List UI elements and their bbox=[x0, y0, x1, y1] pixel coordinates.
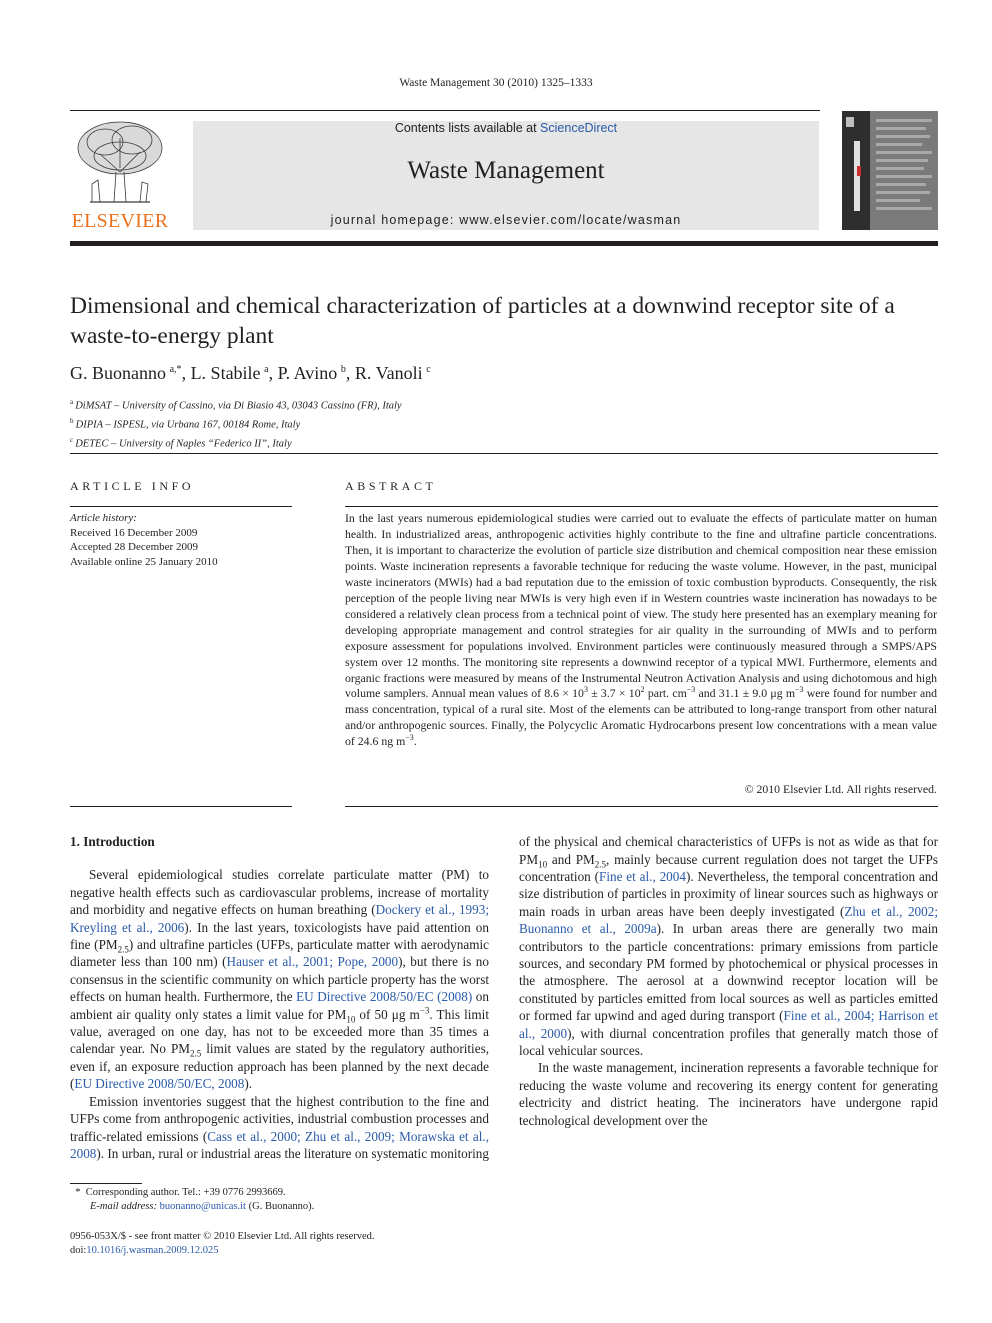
text-fragment: ). In urban, rural or industrial areas the literature on systematic monitoring bbox=[96, 1145, 489, 1161]
abstract-bottom-rule bbox=[345, 806, 938, 807]
abstract-superscript: −3 bbox=[405, 733, 414, 743]
body-column-right-flow bbox=[519, 833, 938, 1129]
journal-homepage bbox=[193, 213, 819, 227]
footnote-text: (G. Buonanno). bbox=[245, 1201, 315, 1213]
history-label: Article history: bbox=[70, 512, 137, 524]
body-paragraph bbox=[519, 833, 938, 1059]
author-name[interactable]: R. Vanoli bbox=[354, 363, 423, 383]
journal-cover-icon bbox=[842, 111, 938, 230]
journal-title: Waste Management bbox=[407, 157, 605, 184]
sciencedirect-link[interactable]: ScienceDirect bbox=[540, 121, 618, 135]
footnote-line bbox=[70, 1200, 314, 1214]
issn-line: 0956-053X/$ - see front matter © 2010 Elsevier Ltd. All rights reserved. bbox=[70, 1231, 375, 1242]
text-fragment: ), but there is no consensus in the scientific community on which particle property has the worst effects on human health. Furthermore, the bbox=[70, 954, 489, 1005]
section-heading-introduction: 1. Introduction bbox=[70, 834, 155, 849]
abstract-fragment: ± 3.7 × 10 bbox=[587, 686, 641, 701]
body-paragraph bbox=[70, 866, 489, 1092]
email-label: E-mail address: bbox=[90, 1201, 160, 1213]
abstract-fragment: In the last years numerous epidemiological studies were carried out to evaluate the effects of particulate matter on human health. In industrialized areas, anthropogenic activities highly contribute to the fine and ultrafine particle concentrations. Then, it is important to characterize the evolution of particle size distribution and chemical composition near these emission points. Waste incineration represents a favorable technique for reducing the waste volume. However, in the past, municipal waste incinerators (MWIs) had a bad reputation due to the emission of toxic combustion byproducts. Consequently, the risk perception of the people living near MWIs is very high even if in Western countries waste incineration has nowadays to be considered a relatively clean process from a technical point of view. The study here presented has an exemplary meaning for developing appropriate management and control strategies for air quality in the surrounding of MWIs and to perform exposure assessment for populations involved. Environment particles were continuously measured through a SMPS/APS system over 12 months. The monitoring site represents a downwind receptor of a typical MWI. Furthermore, elements and organic fractions were measured by means of the Instrumental Neutron Activation Analysis and using dichotomous and high volume samplers. Annual mean values of 8.6 × 10 bbox=[345, 511, 937, 701]
text-fragment: In the waste management, incineration represents a favorable technique for reducing the waste volume and recovering its energy content for generating electricity and district heating. The incinerators have undergone rapid technological development over the bbox=[519, 1060, 938, 1128]
author-name[interactable]: L. Stabile bbox=[190, 363, 261, 383]
footnote-text: Corresponding author. Tel.: +39 0776 2993669. bbox=[85, 1187, 286, 1198]
affiliation-rule bbox=[70, 453, 938, 454]
text-fragment: , mainly because current regulation does not target the UFPs concentration ( bbox=[519, 851, 938, 884]
affiliation-item bbox=[70, 395, 402, 414]
article-history bbox=[70, 511, 218, 569]
contents-availability bbox=[193, 121, 819, 135]
superscript: −3 bbox=[419, 1005, 430, 1016]
abstract-fragment: and 31.1 ± 9.0 μg m bbox=[695, 686, 796, 701]
affiliation-marker: a bbox=[70, 398, 74, 406]
affiliation-list bbox=[70, 395, 402, 452]
doi-label: doi: bbox=[70, 1245, 87, 1257]
contents-prefix: Contents lists available at bbox=[394, 121, 541, 135]
body-column-left bbox=[70, 833, 489, 1162]
reference-link[interactable]: EU Directive 2008/50/EC (2008) bbox=[296, 989, 473, 1005]
text-fragment: ). In the last years, toxicologists have paid attention on fine (PM bbox=[70, 919, 489, 953]
abstract-superscript: 3 bbox=[583, 685, 588, 695]
subscript: 10 bbox=[538, 859, 548, 870]
affiliation-marker: c bbox=[70, 436, 74, 445]
affiliation-item bbox=[70, 433, 402, 452]
subscript: 2.5 bbox=[594, 859, 607, 870]
email-link[interactable]: buonanno@unicas.it bbox=[159, 1201, 246, 1213]
doi-line bbox=[70, 1244, 375, 1258]
abstract-rule bbox=[345, 506, 938, 507]
affiliation-marker: b bbox=[70, 417, 74, 426]
accepted-date: Accepted 28 December 2009 bbox=[70, 541, 198, 553]
reference-link[interactable]: Zhu et al., 2002; Buonanno et al., 2009a bbox=[519, 903, 938, 937]
article-title: Dimensional and chemical characterization of particles at a downwind receptor site of a waste-to-energy plant bbox=[70, 293, 895, 349]
subscript: 10 bbox=[346, 1014, 356, 1025]
text-fragment: ) and ultrafine particles (UFPs, particulate matter with aerodynamic diameter less than 100 nm) ( bbox=[70, 937, 489, 970]
author-name[interactable]: P. Avino bbox=[277, 363, 338, 383]
footnote-line bbox=[70, 1186, 314, 1200]
affiliation-text: DETEC – University of Naples “Federico II”, Italy bbox=[75, 438, 292, 450]
reference-link[interactable]: EU Directive 2008/50/EC, 2008 bbox=[74, 1076, 245, 1092]
text-fragment: on ambient air quality only states a limit value for PM bbox=[70, 989, 489, 1022]
abstract-heading: ABSTRACT bbox=[345, 479, 437, 493]
subscript: 2.5 bbox=[117, 944, 129, 955]
abstract-fragment: part. cm bbox=[644, 686, 687, 701]
reference-link[interactable]: Fine et al., 2004 bbox=[599, 868, 686, 884]
reference-link[interactable]: Dockery et al., 1993; Kreyling et al., 2006 bbox=[70, 902, 489, 935]
front-matter bbox=[70, 1230, 375, 1259]
reference-link[interactable]: Hauser et al., 2001; Pope, 2000 bbox=[226, 954, 399, 970]
author-list: G. Buonanno $^{a,*}$, L. Stabile $^a$, P. Avino $^b$, R. Vanoli $^c$ bbox=[70, 363, 431, 383]
author-name[interactable]: G. Buonanno bbox=[70, 363, 166, 383]
text-fragment: limit values are stated by the regulatory authorities, even if, an exposure reduction approach has been planned by the next decade ( bbox=[70, 1041, 489, 1092]
received-date: Received 16 December 2009 bbox=[70, 526, 198, 539]
author-affiliation-marker[interactable]: b bbox=[340, 364, 346, 375]
affiliation-text: DIPIA – ISPESL, via Urbana 167, 00184 Rome, Italy bbox=[75, 419, 301, 431]
body-paragraph bbox=[70, 1093, 489, 1162]
body-column-right bbox=[519, 833, 938, 1215]
author-affiliation-marker[interactable]: c bbox=[426, 364, 431, 375]
footnote-rule bbox=[70, 1183, 142, 1184]
text-fragment: ). bbox=[244, 1076, 253, 1092]
header-rule bbox=[70, 110, 820, 111]
article-info-rule bbox=[70, 506, 292, 507]
text-fragment: and PM bbox=[547, 851, 595, 867]
homepage-prefix: journal homepage: bbox=[330, 213, 460, 227]
doi-link[interactable]: 10.1016/j.wasman.2009.12.025 bbox=[86, 1245, 219, 1257]
text-fragment: ). In urban areas there are generally two main contributors to the particle concentrations: primary emissions from particle sources, and secondary PM formed by photochemical or physical processes in the atmosphere. The aerosol at a downwind receptor location will be constituted by particles emitted from local sources as well as particles emitted or formed far upwind and aged during transport ( bbox=[519, 921, 938, 1024]
journal-cover-image bbox=[842, 111, 938, 230]
abstract-superscript: 2 bbox=[640, 685, 645, 695]
text-fragment: . This limit value, averaged on one day, has not to be exceeded more than 35 times a calendar year. No PM bbox=[70, 1006, 489, 1057]
affiliation-item bbox=[70, 414, 402, 433]
abstract-fragment: were found for number and mass concentration, typical of a rural site. Most of the elements can be attributed to long-range transport from other natural and/or anthropogenic sources. Finally, the Polycyclic Aromatic Hydrocarbons present low concentrations with a mean value of 24.6 ng m bbox=[345, 686, 938, 749]
text-fragment: of 50 μg m bbox=[355, 1006, 420, 1022]
elsevier-tree-icon bbox=[70, 118, 170, 210]
body-paragraph bbox=[519, 1059, 938, 1129]
corresponding-author-footnote bbox=[70, 1186, 314, 1215]
homepage-url-link[interactable]: www.elsevier.com/locate/wasman bbox=[459, 213, 682, 227]
affiliation-text: DiMSAT – University of Cassino, via Di Biasio 43, 03043 Cassino (FR), Italy bbox=[75, 400, 402, 412]
text-fragment: Emission inventories suggest that the highest contribution to the fine and UFPs come from anthropogenic activities, industrial combustion processes and traffic-related emissions ( bbox=[70, 1093, 489, 1144]
author-affiliation-marker[interactable]: a,* bbox=[169, 364, 182, 375]
abstract-text bbox=[345, 511, 937, 750]
journal-citation: Waste Management 30 (2010) 1325–1333 bbox=[399, 77, 593, 89]
abstract-fragment: . bbox=[413, 734, 417, 749]
author-affiliation-marker[interactable]: a bbox=[264, 364, 269, 375]
online-date: Available online 25 January 2010 bbox=[70, 555, 218, 568]
reference-link[interactable]: Fine et al., 2004; Harrison et al., 2000 bbox=[519, 1008, 938, 1041]
subscript: 2.5 bbox=[190, 1049, 202, 1060]
reference-link[interactable]: Cass et al., 2000; Zhu et al., 2009; Morawska et al., 2008 bbox=[70, 1128, 489, 1161]
text-fragment: ), with diurnal concentration profiles that generally match those of local vehicular sources. bbox=[519, 1025, 938, 1058]
abstract-superscript: −3 bbox=[795, 685, 804, 695]
text-fragment: ). Nevertheless, the temporal concentration and size distribution of particles in proximity of linear sources such as highways or main roads in urban areas have been deeply investigated ( bbox=[519, 868, 938, 919]
text-fragment: Several epidemiological studies correlate particulate matter (PM) to negative health effects such as cardiovascular problems, increase of mortality and morbidity and negative effects on human breathing ( bbox=[70, 867, 489, 918]
article-info-heading: ARTICLE INFO bbox=[70, 479, 195, 493]
abstract-superscript: −3 bbox=[686, 685, 696, 695]
footnote-marker: * bbox=[75, 1187, 81, 1198]
elsevier-wordmark: ELSEVIER bbox=[71, 210, 169, 232]
article-info-bottom-rule bbox=[70, 806, 292, 807]
text-fragment: of the physical and chemical characteristics of UFPs is not as wide as that for PM bbox=[519, 834, 938, 867]
abstract-copyright: © 2010 Elsevier Ltd. All rights reserved. bbox=[744, 782, 937, 796]
header-thick-rule bbox=[70, 241, 938, 246]
